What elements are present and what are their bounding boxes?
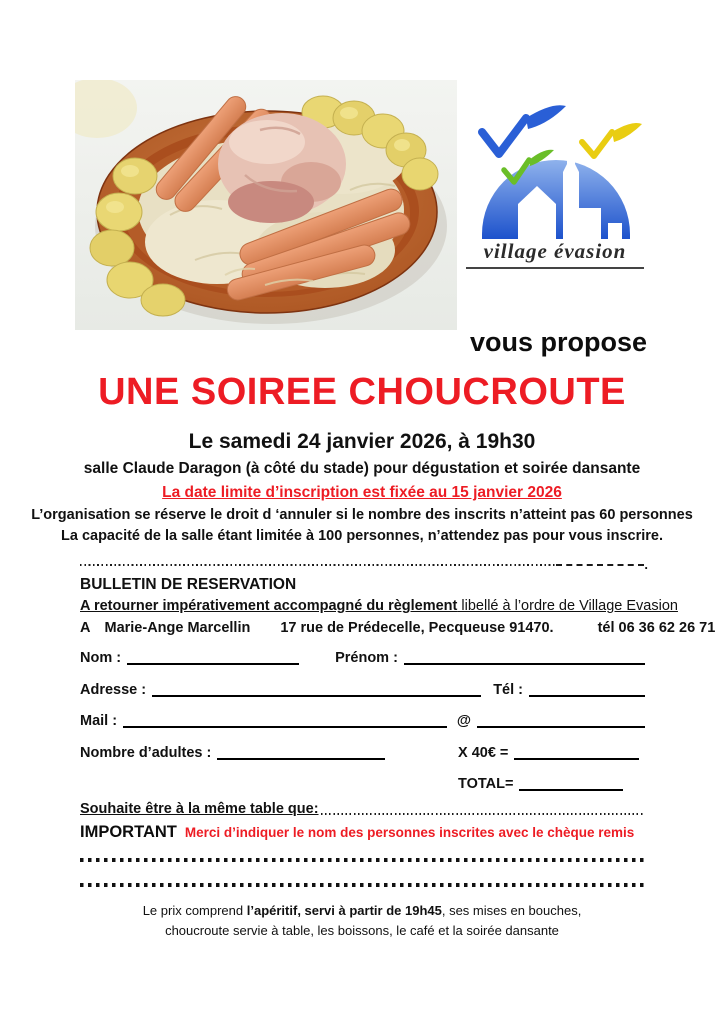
adresse-blank — [152, 695, 481, 697]
bulletin-heading: BULLETIN DE RESERVATION — [80, 576, 297, 593]
names-dotted-line-2 — [80, 883, 644, 887]
important-label: IMPORTANT — [80, 823, 177, 841]
addressee-prefix: A — [80, 620, 91, 636]
capacity-note: La capacité de la salle étant limitée à 100 personnes, n’attendez pas pour vous inscrire. — [61, 528, 663, 544]
nom-label: Nom : — [80, 650, 122, 666]
row-same-table — [80, 801, 645, 818]
important-note — [80, 823, 634, 842]
price-includes-line-1 — [0, 901, 724, 921]
return-instructions — [80, 598, 678, 614]
tel-blank — [529, 695, 645, 697]
return-instructions-rest: libellé à l’ordre de Village Evasion — [457, 598, 678, 614]
price-col — [458, 745, 639, 762]
row-mail — [80, 713, 645, 730]
logo-graphic — [466, 96, 644, 241]
choucroute-photo-art — [75, 80, 457, 330]
prenom-blank — [404, 663, 645, 665]
same-table-dotted-blank — [321, 813, 645, 815]
important-text: Merci d’indiquer le nom des personnes inscrites avec le chèque remis — [184, 825, 635, 840]
row-name — [80, 650, 645, 667]
addressee-name: Marie-Ange Marcellin — [104, 620, 251, 636]
return-instructions-bold: A retourner impérativement accompagné du règlement — [80, 598, 458, 614]
tel-label: Tél : — [493, 682, 523, 698]
event-title: UNE SOIREE CHOUCROUTE — [98, 371, 626, 413]
names-dotted-line-1 — [80, 858, 644, 862]
mail-blank-2 — [477, 726, 645, 728]
price-includes-line-2: choucroute servie à table, les boissons, le café et la soirée dansante — [165, 923, 559, 939]
logo-wordmark: village évasion — [466, 239, 644, 269]
cut-line — [80, 557, 648, 572]
addressee-line — [80, 620, 715, 636]
choucroute-photo — [75, 80, 457, 330]
cut-line-dots — [80, 564, 556, 566]
total-blank — [519, 789, 623, 791]
adultes-blank — [217, 758, 385, 760]
event-datetime: Le samedi 24 janvier 2026, à 19h30 — [188, 430, 536, 453]
total-col — [458, 776, 623, 793]
village-evasion-logo — [466, 96, 644, 269]
at-sign: @ — [456, 713, 471, 729]
row-adults — [80, 745, 645, 762]
registration-deadline: La date limite d’inscription est fixée au 15 janvier 2026 — [162, 484, 562, 501]
footer-post: , ses mises en bouches, — [441, 903, 582, 918]
cut-line-dashes — [556, 564, 644, 566]
addressee-address: 17 rue de Prédecelle, Pecqueuse 91470. — [280, 620, 554, 636]
price-blank — [514, 758, 639, 760]
mail-blank-1 — [123, 726, 447, 728]
price-includes-note — [0, 901, 724, 941]
nom-blank — [127, 663, 299, 665]
total-label: TOTAL= — [458, 776, 514, 792]
price-label: X 40€ = — [458, 745, 509, 761]
adresse-label: Adresse : — [80, 682, 147, 698]
cancellation-note: L’organisation se réserve le droit d ‘annuler si le nombre des inscrits n’atteint pas 60 personnes — [31, 507, 693, 523]
tagline: vous propose — [470, 327, 648, 357]
footer-bold: l’apéritif, servi à partir de 19h45 — [246, 903, 442, 918]
footer-pre: Le prix comprend — [142, 903, 247, 918]
adultes-label: Nombre d’adultes : — [80, 745, 212, 761]
mail-label: Mail : — [80, 713, 118, 729]
prenom-label: Prénom : — [335, 650, 398, 666]
event-venue: salle Claude Daragon (à côté du stade) pour dégustation et soirée dansante — [83, 460, 641, 477]
addressee-phone: tél 06 36 62 26 71 — [597, 620, 716, 636]
row-address — [80, 682, 645, 699]
same-table-label: Souhaite être à la même table que: — [80, 801, 319, 817]
cut-line-period: . — [644, 557, 648, 572]
